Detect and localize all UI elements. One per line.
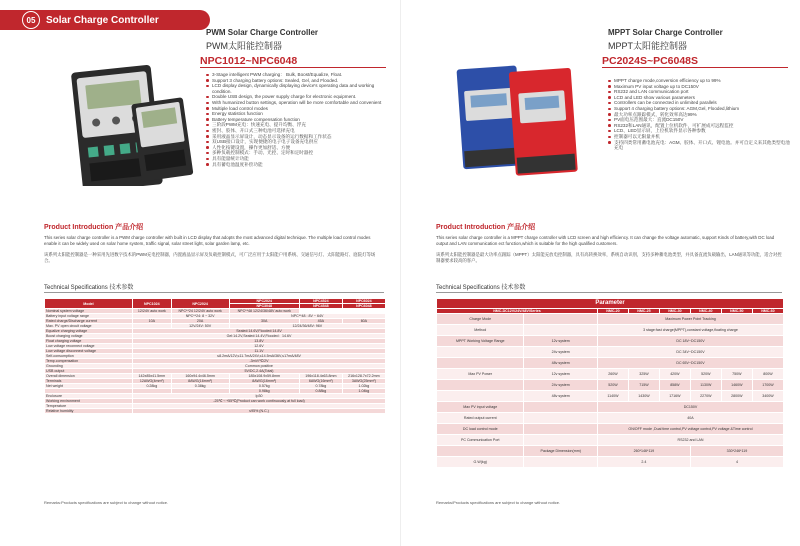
feature-list xyxy=(608,78,793,151)
table-row xyxy=(437,391,784,402)
table-cell: 858W xyxy=(659,380,690,391)
table-cell: 12.6V xyxy=(133,344,386,349)
table-header-cell: NPC3048 xyxy=(229,304,299,309)
row-label: Max PV Power xyxy=(437,369,524,380)
row-label: Overall dimension xyxy=(45,374,133,379)
table-cell: 4 xyxy=(690,457,783,468)
table-row xyxy=(437,446,784,457)
feature-item: Support 3 charging battery options: Sealed, Gel, and Flooded. xyxy=(206,78,391,84)
table-cell: 1700W xyxy=(752,380,783,391)
table-cell: 0.57kg xyxy=(229,384,299,389)
row-label: Terminals xyxy=(45,379,133,384)
row-sublabel xyxy=(524,457,597,468)
section-number: 05 xyxy=(22,11,40,29)
feature-item: 双USB接口设计，实现便捷的电子电子设备充电供应 xyxy=(206,139,391,145)
table-cell: ≤8.2mA/12V,≤11.7mA/24V,≤14.5mA/36V,≤17mA/48V xyxy=(133,354,386,359)
table-cell: 3AWG(25mm²) xyxy=(342,379,385,384)
table-cell: 8AWG(16mm²) xyxy=(229,379,299,384)
table-header-model: Model xyxy=(45,299,133,309)
table-header-cell: NPC1024 xyxy=(133,299,172,309)
model-range: PC2024S~PC6048S xyxy=(602,56,788,68)
feature-item: 最大功率点跟踪模式，转化效率高达99% xyxy=(608,112,793,118)
intro-cn: 该系列太阳能控制器是最大功率点跟踪（MPPT）太阳能充放电控制器，具有高转换效率，系统自动识别，支持多种蓄电池类型，并具备直流负载输出，LAN通讯等功能，适合对控制器要求较高的客户。 xyxy=(436,252,782,263)
row-sublabel: 12v system xyxy=(524,369,597,380)
table-cell: 715W xyxy=(628,380,659,391)
table-header-cell: NPC2024 xyxy=(171,299,229,309)
table-cell: 260W xyxy=(597,369,628,380)
table-cell: 1140W xyxy=(597,391,628,402)
feature-item: LCD display design, dynamically displaying device's operating data and working condition. xyxy=(206,83,391,94)
row-label: Working environment xyxy=(45,399,133,404)
table-cell: 196x118.4x63.8mm xyxy=(299,374,342,379)
row-label: Low voltage disconnect voltage xyxy=(45,349,133,354)
mppt-spec-table xyxy=(436,298,784,468)
table-cell: NPC**48 : 8V ~ 64V xyxy=(229,314,385,319)
table-cell: 3400W xyxy=(752,391,783,402)
table-header-cell: NMC-60 xyxy=(752,309,783,314)
table-cell: Sealed:14.6V,Flooded:14.8V xyxy=(133,329,386,334)
table-cell: 1430W xyxy=(628,391,659,402)
table-cell: 1130W xyxy=(690,380,721,391)
feature-item: Battery temperature compensation function xyxy=(206,117,391,123)
table-row xyxy=(437,402,784,413)
row-label: Battery input voltage range xyxy=(45,314,133,319)
table-header-cell: NMC-50 xyxy=(721,309,752,314)
table-cell: 45A xyxy=(299,319,342,324)
intro-title: Product Introduction 产品介绍 xyxy=(436,224,536,231)
product-name-en: PWM Solar Charge Controller xyxy=(206,28,319,37)
table-cell: 0.78kg xyxy=(299,384,342,389)
section-title: Solar Charge Controller xyxy=(46,14,159,26)
table-header-parameter: Parameter xyxy=(437,299,784,309)
feature-item: 密封、胶体、开口式三种电池可选择充电 xyxy=(206,128,391,134)
table-cell: 1460W xyxy=(721,380,752,391)
row-sublabel: 12v system xyxy=(524,336,597,347)
row-label xyxy=(437,380,524,391)
table-row xyxy=(437,380,784,391)
right-page xyxy=(400,0,800,546)
table-header-cell: NPC2024 xyxy=(229,299,299,304)
table-header-cell: NPC6024 xyxy=(342,299,385,304)
table-cell: ≤95% (N.C.) xyxy=(133,409,386,414)
feature-item: 三阶段PWM充电：快速充电、提升均衡、浮充 xyxy=(206,122,391,128)
row-label xyxy=(437,446,524,457)
row-sublabel xyxy=(524,325,597,336)
table-cell: 60A xyxy=(342,319,385,324)
table-cell: 420W xyxy=(659,369,690,380)
row-label xyxy=(437,391,524,402)
table-cell: 520W xyxy=(597,380,628,391)
table-cell: 20A xyxy=(171,319,229,324)
row-label: Boost charging voltage xyxy=(45,334,133,339)
table-header-cell: NMC-40 xyxy=(690,309,721,314)
row-label xyxy=(437,347,524,358)
table-cell: DC 34V~DC150V xyxy=(597,347,783,358)
table-cell: 11.1V xyxy=(133,349,386,354)
table-cell: 12/24/36/48V: 96V xyxy=(229,324,385,329)
pwm-controller-image xyxy=(50,40,198,186)
table-cell: -25℃～+55℃(Product can work continuously at full load) xyxy=(133,399,386,404)
intro-en: This series solar charge controller is a MPPT charge controller with LCD screen and high efficiency. It can change the voltage automatic, support Kinds of battery,with DC load output and LAN communication ect function,which is suitable for the high qualified customers. xyxy=(436,235,775,246)
feature-item: PV面电压范围最大：直流DC150V xyxy=(608,117,793,123)
table-cell: 10A xyxy=(133,319,172,324)
footnote: Remarks:Products specifications are subject to change without notice. xyxy=(44,500,169,505)
table-cell: 325W xyxy=(628,369,659,380)
row-label: Low voltage reconnect voltage xyxy=(45,344,133,349)
row-label: Float charging voltage xyxy=(45,339,133,344)
row-label: USB output xyxy=(45,369,133,374)
row-label: Method xyxy=(437,325,524,336)
intro-en: This series solar charge controller is a PWM charge controller with built in LCD display that adopts the most advanced digital technique. The multiple load control modes enable it can be widely used on solar home system, traffic signal, solar street light, solar garden lamp, etc. xyxy=(44,235,371,246)
feature-item: Controllers can be connected in unlimited parallels xyxy=(608,100,793,106)
table-cell: 260*146*119 xyxy=(597,446,690,457)
feature-item: 具有能量统计功能 xyxy=(206,156,391,162)
table-cell: 0.98kg xyxy=(229,389,299,394)
model-range: NPC1012~NPC6048 xyxy=(200,56,386,68)
row-label: G.W(kg) xyxy=(437,457,524,468)
table-header-series: NMC-DC12V/24V/48V/Series xyxy=(437,309,598,314)
feature-item: LCD and LED show various parameters xyxy=(608,95,793,101)
pwm-spec-table xyxy=(44,298,386,414)
feature-item: 人性化按键设置，操作更加舒适、方便 xyxy=(206,145,391,151)
row-label: Charge Mode xyxy=(437,314,524,325)
table-cell: 6AWG(16mm²) xyxy=(299,379,342,384)
row-label: Net weight xyxy=(45,384,133,389)
table-cell: RS232 and LAN xyxy=(597,435,783,446)
row-sublabel xyxy=(524,435,597,446)
table-row xyxy=(437,347,784,358)
table-cell: 0.28kg xyxy=(133,384,172,389)
row-label: Max. PV open circuit voltage xyxy=(45,324,133,329)
table-cell: 3 stage:fast charge(MPPT),constant voltage,floating charge xyxy=(597,325,783,336)
row-sublabel: 48v system xyxy=(524,391,597,402)
table-cell: Gel:14.2V,Sealed:14.4V,Flooded：14.6V xyxy=(133,334,386,339)
table-cell: 750W xyxy=(721,369,752,380)
feature-item: 具有蓄电池温度补偿功能 xyxy=(206,162,391,168)
table-header-cell: NMC-30 xyxy=(659,309,690,314)
spec-title: Technical Specifications 技术参数 xyxy=(436,282,782,293)
table-cell: ON/OFF mode ,Dual time control,PV voltage control,PV voltage &Time control xyxy=(597,424,783,435)
feature-list xyxy=(206,72,391,167)
feature-item: Energy statistics function xyxy=(206,111,391,117)
table-cell: DC 18V~DC150V xyxy=(597,336,783,347)
table-cell: 13.8V xyxy=(133,339,386,344)
table-header-cell: NMC-20 xyxy=(597,309,628,314)
row-sublabel: Package Dimension(mm) xyxy=(524,446,597,457)
table-row xyxy=(437,413,784,424)
table-cell: 8AWG(16mm²) xyxy=(171,379,229,384)
row-label: Rated output current xyxy=(437,413,524,424)
table-header-cell: NPC4524 xyxy=(299,299,342,304)
table-row xyxy=(437,314,784,325)
feature-item: LCD、LED显示屏，上位机软件显示各种参数 xyxy=(608,128,793,134)
table-row xyxy=(437,424,784,435)
row-label: PC Communication Port xyxy=(437,435,524,446)
section-header xyxy=(0,10,210,30)
footnote: Remarks/Products specifications are subject to change without notice. xyxy=(436,500,561,505)
table-header-cell: NMC-25 xyxy=(628,309,659,314)
table-row xyxy=(437,435,784,446)
table-cell: 160x94.4x46.5mm xyxy=(171,374,229,379)
row-label: Temp.compensation xyxy=(45,359,133,364)
table-cell: 1716W xyxy=(659,391,690,402)
row-label: Self-consumption xyxy=(45,354,133,359)
feature-item: MPPT charge mode,conversion efficiency up to 99% xyxy=(608,78,793,84)
table-row xyxy=(437,325,784,336)
product-name-cn: PWM太阳能控制器 xyxy=(206,41,282,51)
table-cell: 1.04kg xyxy=(342,389,385,394)
row-sublabel: 24v system xyxy=(524,347,597,358)
table-cell: Maximum Power Point Tracking xyxy=(597,314,783,325)
table-cell: 0.38kg xyxy=(171,384,229,389)
table-header-cell: NPC6048 xyxy=(342,304,385,309)
feature-item: Support 4 charging battery options: AGM,Gel, Flooded,lithium xyxy=(608,106,793,112)
table-row xyxy=(437,457,784,468)
row-label: Equalize charging voltage xyxy=(45,329,133,334)
intro-cn: 该系列太阳能控制器是一种采用先进数字技术的PWM充电控制器，内置液晶显示屏及负载控制模式，可广泛应用于太阳能户用系统、交通信号灯、太阳能路灯、庭院灯等场合。 xyxy=(44,252,376,263)
table-cell: DC150V xyxy=(597,402,783,413)
table-cell: 12AWG(4mm²) xyxy=(133,379,172,384)
table-cell: NPC**24: 8 ~ 32V xyxy=(171,314,229,319)
row-label: Nominal system voltage xyxy=(45,309,133,314)
feature-item: 控制器可以无限量并机 xyxy=(608,134,793,140)
row-label: Rated charge/Discharge current xyxy=(45,319,133,324)
mppt-controller-image xyxy=(450,58,580,186)
table-cell: 2800W xyxy=(721,391,752,402)
feature-item: 采用液晶显示屏设计，动态显示设备的运行数据和工作状态 xyxy=(206,134,391,140)
table-row xyxy=(437,336,784,347)
feature-item: 多种负载控制模式：手动、光控、定时和定时器控 xyxy=(206,150,391,156)
row-sublabel xyxy=(524,402,597,413)
table-cell: 330*246*119 xyxy=(690,446,783,457)
product-name-en: MPPT Solar Charge Controller xyxy=(608,28,723,37)
table-cell: 0.88kg xyxy=(299,389,342,394)
table-cell: 30A xyxy=(229,319,299,324)
table-row xyxy=(437,358,784,369)
row-label: Max PV input voltage xyxy=(437,402,524,413)
feature-item: With humanized button settings, operation will be more comfortable and convenient xyxy=(206,100,391,106)
table-cell: 185x108.9x59.8mm xyxy=(229,374,299,379)
feature-item: RS232和LAN通讯，配置上位机软件，可扩展成可远程监控 xyxy=(608,123,793,129)
table-row xyxy=(437,369,784,380)
row-sublabel: 24v system xyxy=(524,380,597,391)
feature-item: RS232 and LAN communication port xyxy=(608,89,793,95)
row-label: DC load control mode xyxy=(437,424,524,435)
table-cell: Ip30 xyxy=(133,394,386,399)
table-row xyxy=(45,409,386,414)
row-sublabel xyxy=(524,413,597,424)
feature-item: Multiple load control modes xyxy=(206,106,391,112)
table-cell: DC 65V~DC150V xyxy=(597,358,783,369)
row-label: Grounding xyxy=(45,364,133,369)
table-cell: 12/24V auto work xyxy=(133,309,172,314)
table-cell: 216x128.7x72.2mm xyxy=(342,374,385,379)
row-sublabel xyxy=(524,314,597,325)
table-cell: -3mV/℃/2V xyxy=(133,359,386,364)
feature-item: 支持四类常用蓄电池充电：AGM、胶体、开口式、锂电池。并可自定义来其他类型电池充电 xyxy=(608,140,793,151)
product-name-cn: MPPT太阳能控制器 xyxy=(608,41,688,51)
feature-item: 3-Stage intelligent PWM charging： Bulk, Boost/Equalize, Float. xyxy=(206,72,391,78)
table-cell: NPC**48 12/24/36/48V auto work xyxy=(229,309,299,314)
table-cell: Common positive xyxy=(133,364,386,369)
table-cell: 2270W xyxy=(690,391,721,402)
table-cell: 1.02kg xyxy=(342,384,385,389)
table-cell: 800W xyxy=(752,369,783,380)
row-label: Relative humidity xyxy=(45,409,133,414)
table-cell: 2.4 xyxy=(597,457,690,468)
table-cell: 12V/24V: 50V xyxy=(171,324,229,329)
feature-item: Maximum PV input voltage up to DC150V xyxy=(608,84,793,90)
table-cell: 520W xyxy=(690,369,721,380)
row-label: Temperature xyxy=(45,404,133,409)
table-header-cell: NPC4548 xyxy=(299,304,342,309)
row-label: Enclosure xyxy=(45,394,133,399)
spec-title: Technical Specifications 技术参数 xyxy=(44,282,384,293)
table-cell: 40A xyxy=(597,413,783,424)
row-label xyxy=(437,358,524,369)
row-sublabel xyxy=(524,424,597,435)
table-cell: NPC**24 12/24V auto work xyxy=(171,309,229,314)
row-label: MPPT Working Voltage Range xyxy=(437,336,524,347)
table-cell: 142x85x41.5mm xyxy=(133,374,172,379)
row-sublabel: 48v system xyxy=(524,358,597,369)
table-cell: 5V/DC,2.4A(Total) xyxy=(133,369,386,374)
feature-item: Double USB design, the power supply charge for electronic equipment. xyxy=(206,94,391,100)
intro-title: Product Introduction 产品介绍 xyxy=(44,224,144,231)
